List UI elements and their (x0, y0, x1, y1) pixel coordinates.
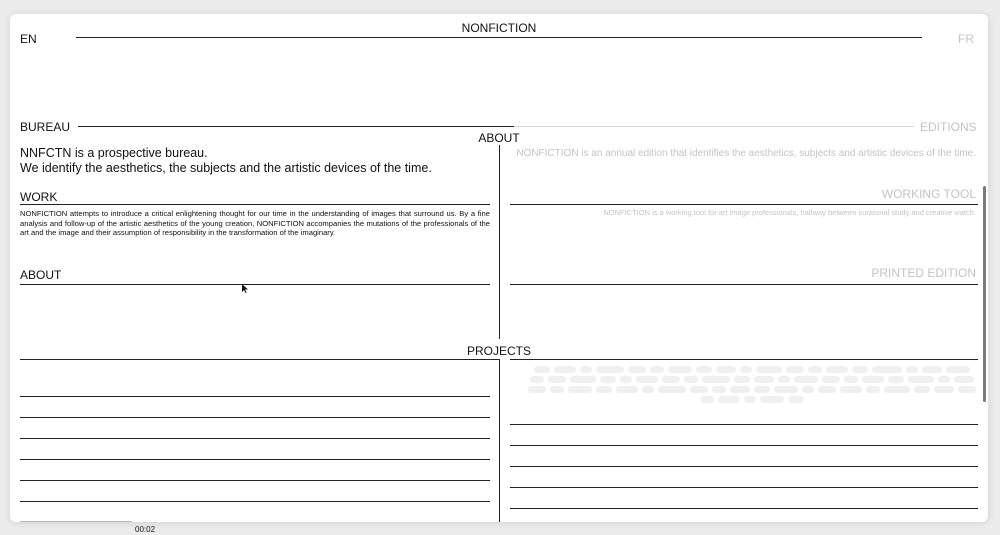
lang-en-link[interactable]: EN (20, 32, 37, 46)
tag-pill (696, 366, 712, 373)
project-row-rule (20, 396, 490, 397)
working-tool-rule (510, 204, 978, 205)
project-row-rule (510, 508, 978, 509)
page-scrollbar[interactable] (983, 186, 986, 402)
tag-pill (530, 376, 544, 383)
tag-pill (922, 366, 942, 373)
bureau-rule-left (78, 126, 514, 127)
tag-pill (568, 386, 592, 393)
tag-pill (684, 376, 698, 383)
editions-label[interactable]: EDITIONS (920, 120, 977, 134)
project-tags (526, 366, 978, 403)
intro-line-2: We identify the aesthetics, the subjects and the artistic devices of the time. (20, 161, 432, 175)
tag-pill (570, 376, 596, 383)
tag-pill (596, 366, 624, 373)
tag-pill (716, 366, 736, 373)
about-label[interactable]: ABOUT (20, 268, 62, 282)
projects-title: PROJECTS (466, 344, 531, 358)
lang-fr-link[interactable]: FR (958, 32, 974, 46)
tag-pill (528, 386, 546, 393)
tag-pill (712, 386, 726, 393)
printed-edition-rule (510, 284, 978, 285)
tag-pill (600, 376, 616, 383)
about-rule (20, 284, 490, 285)
working-tool-label[interactable]: WORKING TOOL (881, 187, 976, 201)
site-title[interactable]: NONFICTION (461, 21, 537, 35)
bureau-rule-right (514, 126, 914, 127)
tag-pill (554, 366, 576, 373)
tag-pill (934, 386, 954, 393)
column-divider-bottom (499, 359, 500, 522)
about-title: ABOUT (478, 131, 520, 145)
tag-pill (906, 366, 918, 373)
site-page (10, 14, 988, 522)
project-row-rule (510, 424, 978, 425)
tag-pill (650, 366, 664, 373)
mouse-cursor-icon (242, 284, 248, 293)
work-text: NONFICTION attempts to introduce a critical enlightening thought for our time in the understanding of images that surround us. By a fine analysis and follow-up of the artistic aesthetics of the young creation, NONFICTION accompanies the mutations of the professionals of the art and the image and their assumption of responsibility in the transformation of the imaginary. (20, 209, 490, 237)
project-row-rule (20, 501, 490, 502)
tag-pill (914, 386, 930, 393)
project-row-rule (510, 445, 978, 446)
tag-pill (700, 396, 714, 403)
projects-rule-left (20, 359, 500, 360)
work-label: WORK (20, 190, 58, 204)
tag-pill (938, 376, 950, 383)
tag-pill (754, 376, 774, 383)
column-divider-top (499, 145, 500, 339)
tag-pill (744, 396, 756, 403)
tag-pill (852, 366, 868, 373)
tag-pill (888, 376, 904, 383)
tag-pill (620, 376, 632, 383)
editions-text: NONFICTION is an annual edition that identifies the aesthetics, subjects and artistic devices of the time. (516, 148, 976, 159)
work-rule (20, 204, 490, 205)
tag-pill (702, 376, 730, 383)
tag-pill (690, 386, 708, 393)
tag-pill (958, 386, 976, 393)
tag-pill (548, 376, 566, 383)
tag-pill (808, 366, 822, 373)
header-rule (76, 37, 922, 38)
tag-pill (840, 386, 862, 393)
tag-pill (954, 376, 974, 383)
tag-pill (550, 386, 564, 393)
tag-pill (756, 366, 782, 373)
tag-pill (636, 376, 658, 383)
tag-pill (596, 386, 612, 393)
tag-pill (718, 396, 740, 403)
printed-edition-label[interactable]: PRINTED EDITION (871, 266, 976, 280)
tag-pill (628, 366, 646, 373)
tag-pill (616, 386, 638, 393)
tag-pill (534, 366, 550, 373)
tag-pill (642, 386, 654, 393)
tag-pill (760, 396, 784, 403)
bureau-label: BUREAU (20, 120, 71, 134)
tag-pill (908, 376, 934, 383)
tag-pill (862, 376, 884, 383)
project-row-rule (20, 459, 490, 460)
project-row-rule (20, 480, 490, 481)
project-row-rule (510, 466, 978, 467)
tag-pill (844, 376, 858, 383)
tag-pill (740, 366, 752, 373)
tag-pill (658, 386, 686, 393)
tag-pill (774, 386, 798, 393)
tag-pill (580, 366, 592, 373)
tag-pill (778, 376, 790, 383)
player-progress-track[interactable] (20, 521, 132, 522)
project-row-rule (510, 487, 978, 488)
tag-pill (788, 396, 804, 403)
tag-pill (754, 386, 770, 393)
tag-pill (866, 386, 880, 393)
tag-pill (734, 376, 750, 383)
tag-pill (786, 366, 804, 373)
working-tool-text: NONFICTION is a working tool for art image professionals, halfway between curatorial study and creative watch. (603, 208, 976, 217)
tag-pill (668, 366, 692, 373)
tag-pill (794, 376, 818, 383)
tag-pill (884, 386, 910, 393)
tag-pill (946, 366, 970, 373)
tag-pill (802, 386, 814, 393)
projects-rule-right (510, 359, 978, 360)
tag-pill (872, 366, 902, 373)
player-time: 00:02 (135, 525, 156, 534)
intro-line-1: NNFCTN is a prospective bureau. (20, 146, 208, 160)
project-row-rule (20, 417, 490, 418)
tag-pill (730, 386, 750, 393)
tag-pill (826, 366, 848, 373)
project-row-rule (20, 438, 490, 439)
tag-pill (818, 386, 836, 393)
tag-pill (822, 376, 840, 383)
tag-pill (662, 376, 680, 383)
